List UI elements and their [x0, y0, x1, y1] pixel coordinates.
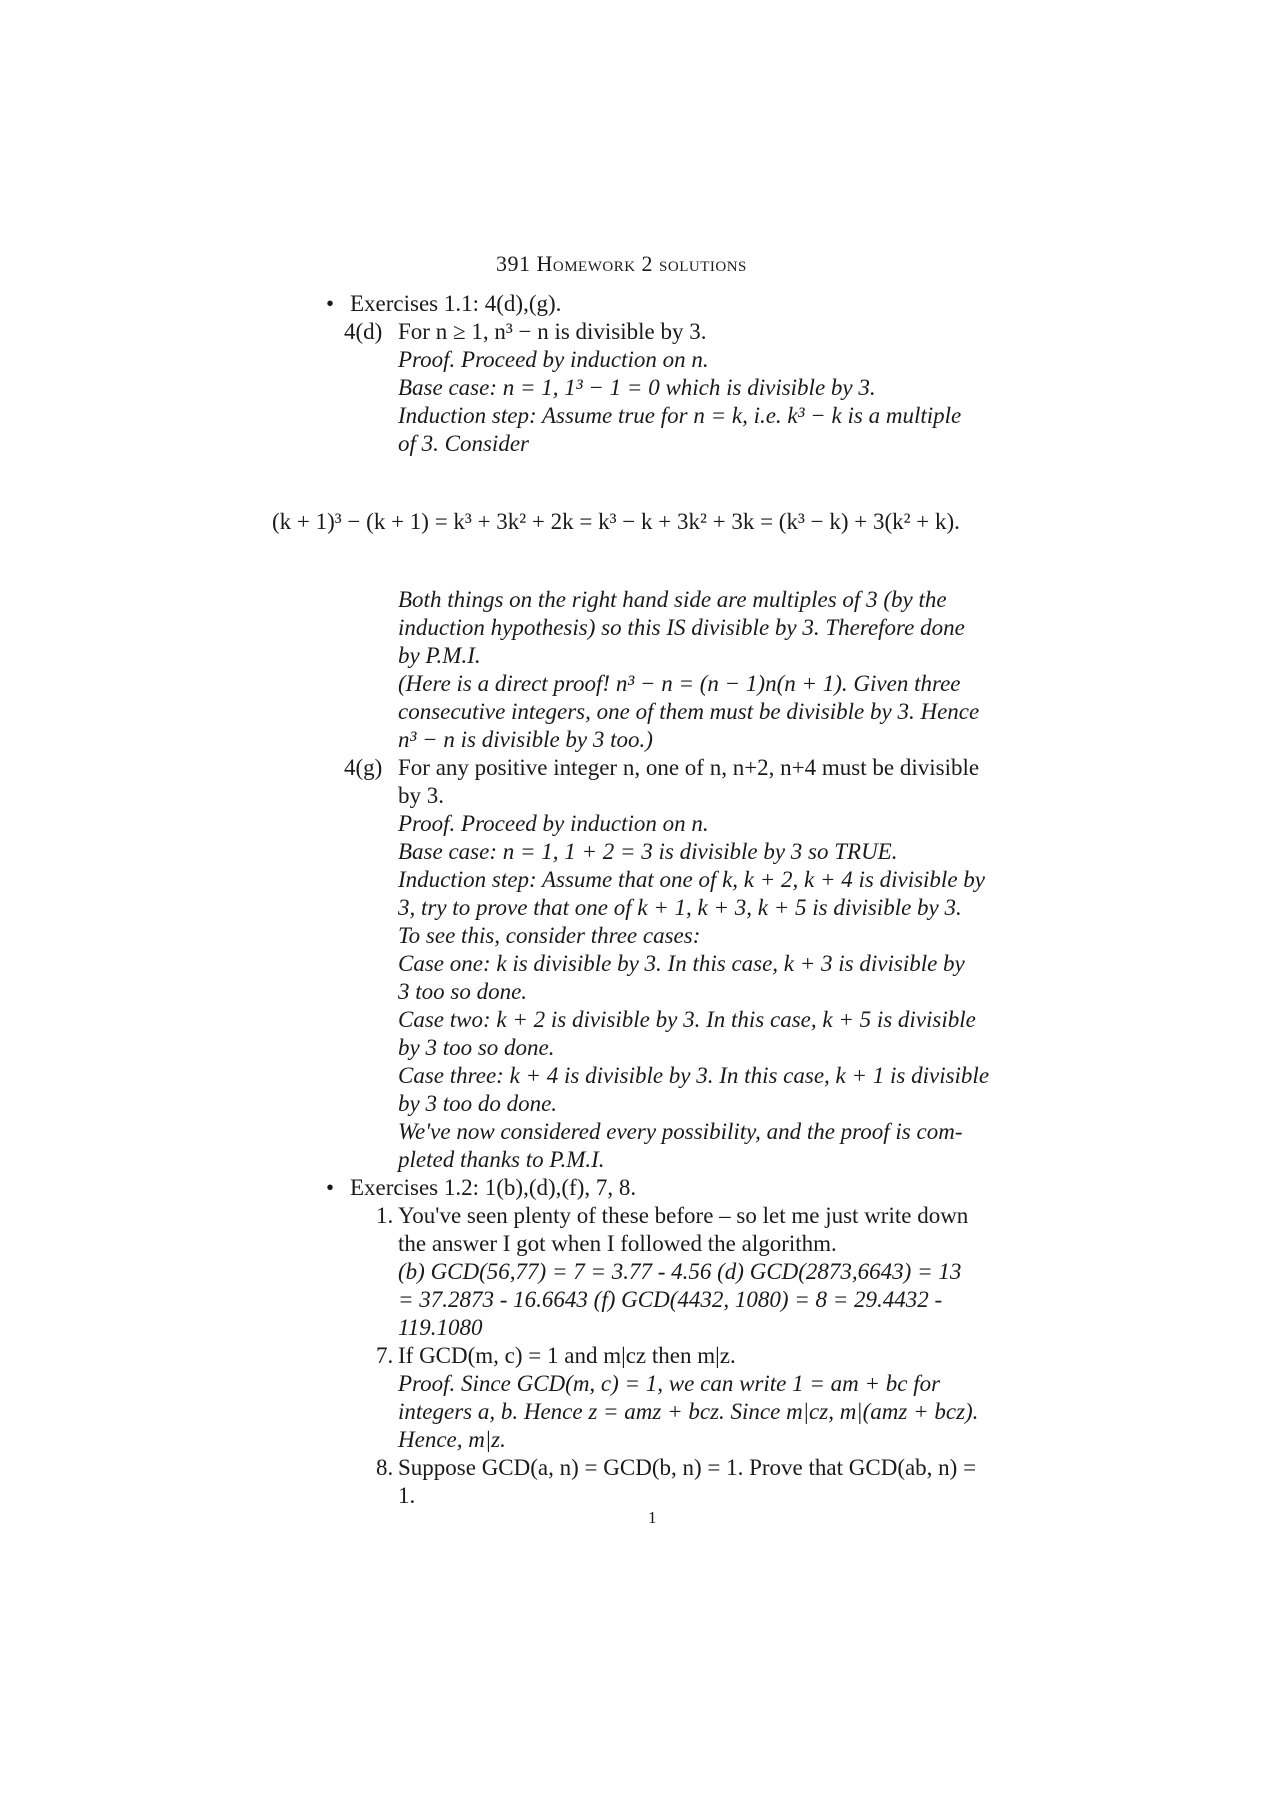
problem-4g-case1-a: Case one: k is divisible by 3. In this case, k + 3 is divisible by [398, 951, 965, 976]
bullet-icon: • [326, 1175, 335, 1200]
item-7-statement: If GCD(m, c) = 1 and m|cz then m|z. [398, 1343, 736, 1368]
item-1-label: 1. [376, 1203, 394, 1228]
problem-4d-proof: Proof. Proceed by induction on n. [398, 347, 709, 372]
problem-4d-induction-2: of 3. Consider [398, 431, 529, 456]
problem-4d-both-1: Both things on the right hand side are multiples of 3 (by the [398, 587, 947, 612]
page-title [496, 250, 747, 278]
problem-4d-both-2: induction hypothesis) so this IS divisible by 3. Therefore done [398, 615, 965, 640]
page-number: 1 [648, 1508, 657, 1527]
item-1-line-4: = 37.2873 - 16.6643 (f) GCD(4432, 1080) = 8 = 29.4432 - [398, 1287, 943, 1312]
item-7-proof-1: Proof. Since GCD(m, c) = 1, we can write 1 = am + bc for [398, 1371, 941, 1396]
item-8-label: 8. [376, 1455, 394, 1480]
display-equation: (k + 1)³ − (k + 1) = k³ + 3k² + 2k = k³ − k + 3k² + 3k = (k³ − k) + 3(k² + k). [272, 509, 960, 534]
problem-4d-induction-1: Induction step: Assume true for n = k, i.e. k³ − k is a multiple [398, 403, 962, 428]
section2-heading: Exercises 1.2: 1(b),(d),(f), 7, 8. [350, 1175, 637, 1200]
title-number: 391 [496, 251, 531, 276]
item-7-proof-2: integers a, b. Hence z = amz + bcz. Since m|cz, m|(amz + bcz). [398, 1399, 979, 1424]
problem-4g-conclusion-1: We've now considered every possibility, and the proof is com- [398, 1119, 963, 1144]
item-1-line-1: You've seen plenty of these before – so let me just write down [398, 1203, 969, 1228]
problem-4g-case3-b: by 3 too do done. [398, 1091, 558, 1116]
problem-4g-case1-b: 3 too so done. [398, 979, 528, 1004]
problem-4d-both-3: by P.M.I. [398, 643, 481, 668]
problem-4g-induction-1: Induction step: Assume that one of k, k + 2, k + 4 is divisible by [398, 867, 985, 892]
problem-4d-statement: For n ≥ 1, n³ − n is divisible by 3. [398, 319, 707, 344]
item-7-proof-3: Hence, m|z. [398, 1427, 506, 1452]
item-1-line-5: 119.1080 [398, 1315, 483, 1340]
problem-4g-label: 4(g) [344, 755, 383, 780]
item-7-label: 7. [376, 1343, 394, 1368]
title-text: Homework 2 solutions [536, 251, 747, 276]
item-1-line-3: (b) GCD(56,77) = 7 = 3.77 - 4.56 (d) GCD(2873,6643) = 13 [398, 1259, 962, 1284]
problem-4g-statement-1: For any positive integer n, one of n, n+2, n+4 must be divisible [398, 755, 980, 780]
problem-4d-direct-1: (Here is a direct proof! n³ − n = (n − 1)n(n + 1). Given three [398, 671, 961, 696]
problem-4g-case3-a: Case three: k + 4 is divisible by 3. In this case, k + 1 is divisible [398, 1063, 990, 1088]
bullet-icon: • [326, 291, 335, 316]
section1-heading: Exercises 1.1: 4(d),(g). [350, 291, 562, 316]
item-1-line-2: the answer I got when I followed the algorithm. [398, 1231, 837, 1256]
problem-4g-case2-b: by 3 too so done. [398, 1035, 555, 1060]
problem-4g-statement-2: by 3. [398, 783, 444, 808]
problem-4g-induction-3: To see this, consider three cases: [398, 923, 701, 948]
problem-4g-proof: Proof. Proceed by induction on n. [398, 811, 709, 836]
problem-4d-base: Base case: n = 1, 1³ − 1 = 0 which is divisible by 3. [398, 375, 876, 400]
problem-4g-case2-a: Case two: k + 2 is divisible by 3. In this case, k + 5 is divisible [398, 1007, 976, 1032]
problem-4d-direct-3: n³ − n is divisible by 3 too.) [398, 727, 653, 752]
problem-4g-induction-2: 3, try to prove that one of k + 1, k + 3, k + 5 is divisible by 3. [398, 895, 962, 920]
item-8-line-2: 1. [398, 1483, 416, 1508]
problem-4g-base: Base case: n = 1, 1 + 2 = 3 is divisible by 3 so TRUE. [398, 839, 898, 864]
problem-4d-direct-2: consecutive integers, one of them must be divisible by 3. Hence [398, 699, 980, 724]
problem-4d-label: 4(d) [344, 319, 383, 344]
problem-4g-conclusion-2: pleted thanks to P.M.I. [398, 1147, 605, 1172]
item-8-line-1: Suppose GCD(a, n) = GCD(b, n) = 1. Prove that GCD(ab, n) = [398, 1455, 977, 1480]
